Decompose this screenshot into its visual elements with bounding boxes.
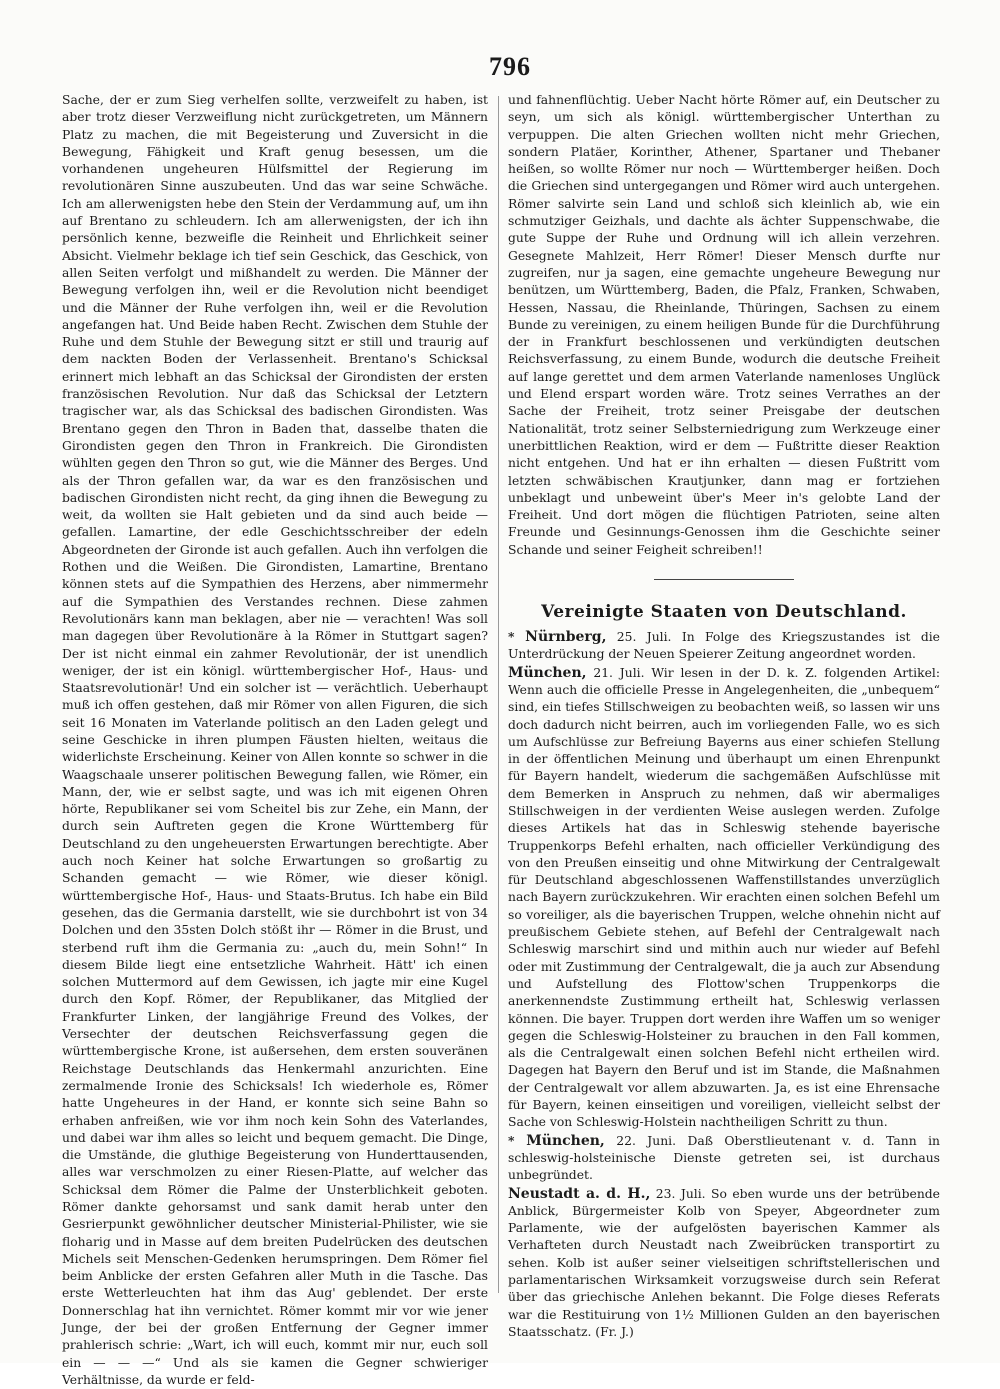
news-item-body: Daß Oberstlieutenant v. d. Tann in schleswig-holsteinische Dienste getreten sei, ist durchaus unbegründet. (508, 1133, 940, 1183)
news-item-dateline: München, (508, 664, 587, 681)
news-item-body: In Folge des Kriegszustandes ist die Unterdrückung der Neuen Speierer Zeitung angeordnet worden. (508, 630, 940, 662)
news-item-dateline: München, (526, 1132, 605, 1149)
news-item-date: 22. Juni. (604, 1133, 677, 1148)
left-column-text (62, 92, 488, 1389)
news-item-marker: * (508, 1132, 527, 1148)
section-heading: Vereinigte Staaten von Deutschland. (541, 602, 907, 623)
news-item-body: Wir lesen in der D. k. Z. folgenden Artikel: Wenn auch die officielle Presse in Angelegenheiten, die „unbequem“ sind, ein tiefes Stillschweigen zu beobachten weiß, so lassen wir uns doch dadurch nicht beirren, auch im vorliegenden Falle, wo es sich um Aufschlüsse zur Befreiung Bayerns aus einer schiefen Stellung in der öffentlichen Meinung und überhaupt um einen Ehrenpunkt für Bayern handelt, wiederum die sachgemäßen Aufschlüsse mit dem Bemerken in Anspruch zu nehmen, daß wir abermaliges Stillschweigen in der verdienten Weise auslegen werden. Zufolge dieses Artikels hat das in Schleswig stehende bayerische Truppenkorps Befehl erhalten, nach officieller Verkündigung des von den Preußen einseitig und ohne Mitwirkung der Centralgewalt für Deutschland abgeschlossenen Waffenstillstandes unverzüglich nach Bayern zurückzukehren. Wir erachten einen solchen Befehl um so voreiliger, als die bayerischen Truppen, welche ohnehin nicht auf preußischem Gebiete stehen, auf Befehl der Centralgewalt nach Schleswig marschirt sind und mithin auch nur wieder auf Befehl oder mit Zustimmung der Centralgewalt, die ja auch zur Absendung und Aufstellung des Flottow'schen Truppenkorps die anerkennendste Zustimmung ertheilt hat, Schleswig verlassen können. Die bayer. Truppen dort werden ihre Waffen um so weniger gegen die Schleswig-Holsteiner zu brauchen in den Fall kommen, als die Centralgewalt einen solchen Befehl nicht ertheilen wird. Dagegen hat Bayern den Beruf und ist im Stande, die Maßnahmen der Centralgewalt vor allem abzuwarten. Ja, es ist eine Ehrensache für Bayern, keinen einseitigen und voreiligen, vielleicht selbst der Sache von Schleswig-Holstein nachtheiligen Schritt zu thun. (508, 665, 940, 1130)
news-item-nuernberg (508, 628, 940, 664)
editorial-text-part-one: Sache, der er zum Sieg verhelfen sollte, verzweifelt zu haben, ist aber trotz dieser Verzweiflung nicht zurückgetreten, um Männern Platz zu machen, die mit Begeisterung und Zuversicht in die Bewegung, Fähigkeit und Kraft genug besessen, um die vorhandenen ungeheuren Hülfsmittel der Regierung im revolutionären Sinne auszubeuten. Und das war seine Schwäche. Ich am allerwenigsten hebe den Stein der Verdammung auf, um ihn auf Brentano zu schleudern. Ich am allerwenigsten, der ich ihn persönlich kenne, bezweifle die Reinheit und Ehrlichkeit seiner Absicht. Vielmehr beklage ich tief sein Geschick, das Geschick, von allen Seiten verfolgt und mißhandelt zu werden. Die Männer der Bewegung verfolgen ihn, weil er die Revolution nicht beendiget und die Männer der Ruhe verfolgen ihn, weil er die Revolution angefangen hat. Und Beide haben Recht. Zwischen dem Stuhle der Ruhe und dem Stuhle der Bewegung sitzt er still und traurig auf dem nackten Boden der Verlassenheit. Brentano's Schicksal erinnert mich lebhaft an das Schicksal der Girondisten der ersten französischen Revolution. Nur daß das Schicksal der Letztern tragischer war, als das Schicksal des badischen Girondisten. Was Brentano gegen den Thron in Baden that, dasselbe thaten die Girondisten gegen den Thron in Frankreich. Die Girondisten wühlten gegen den Thron so gut, wie die Männer des Berges. Und als der Thron gefallen war, da war es den französischen und badischen Girondisten nicht recht, da ging ihnen die Bewegung zu weit, da wollten sie Halt gebieten und da sind auch beide — gefallen. Lamartine, der edle Geschichtsschreiber der edeln Abgeordneten der Gironde ist auch gefallen. Auch ihn verfolgen die Rothen und die Weißen. Die Girondisten, Lamartine, Brentano können stets auf die Sympathien des Herzens, aber nimmermehr auf die Sympathien des Verstandes rechnen. Diese zahmen Revolutionärs kann man beklagen, aber nie — verachten! Was soll man dagegen über Revolutionäre à la Römer in Stuttgart sagen? Der ist nicht einmal ein zahmer Revolutionär, der ist unendlich weniger, der ist ein königl. württembergischer Hof-, Haus- und Staatsrevolutionär! Und ein solcher ist — verächtlich. Ueberhaupt muß ich offen gestehen, daß mir Römer von allen Figuren, die sich seit 16 Monaten im Vaterlande politisch an den Laden gelegt und seine Geschicke in ihren plumpen Fäusten hielten, weitaus die widerlichste Erscheinung. Keiner von Allen konnte so schwer in die Waagschaale unserer politischen Bewegung fallen, wie Römer, ein Mann, der, wie er selbst sagte, und was ich mit eigenen Ohren hörte, Republikaner sei vom Scheitel bis zur Zehe, ein Mann, der durch sein Auftreten gegen die Krone Württemberg für Deutschland zu den ungeheuersten Erwartungen berechtigte. Aber auch noch Keiner hat solche Erwartungen so großartig zu Schanden gemacht — wie Römer, wie dieser königl. württembergische Hof-, Haus- und Staats-Brutus. Ich habe ein Bild gesehen, das die Germania darstellt, wie sie durchbohrt ist von 34 Dolchen und den 35sten Dolch stößt ihr — Römer in die Brust, und sterbend ruft ihm die Germania zu: „auch du, mein Sohn!“ In diesem Bilde liegt eine entsetzliche Wahrheit. Hätt' ich einen solchen Muttermord auf dem Gewissen, ich jagte mir eine Kugel durch den Kopf. Römer, der Republikaner, das Mitglied der Frankfurter Linken, der langjährige Freund des Volkes, der Versechter der deutschen Reichsverfassung gegen die württembergische Krone, ist außersehen, dem ersten souveränen Reichstage Deutschlands das Henkermahl anzurichten. Eine zermalmende Ironie des Schicksals! Ich wiederhole es, Römer hatte Ungeheures in der Hand, er konnte sich seine Bahn so erhaben anfreißen, wie vor ihm noch kein Sohn des Vaterlandes, und dabei war ihm alles so leicht und bequem gemacht. Die Dinge, die Umstände, die gluthige Begeisterung von Hunderttausenden, alles war verschmolzen zu einer Riesen-Platte, auf welcher das Schicksal dem Römer die Palme der Unsterblichkeit geboten. Römer dankte gehorsamst und sank damit herab unter den Gesrierpunkt gewöhnlicher deutscher Ministerial-Philister, wie sie floharig und in Masse auf dem breiten Pudelrücken des deutschen Michels seit Menschen-Gedenken herumspringen. Dem Römer fiel beim Anblicke der ersten Gefahren aller Muth in die Tasche. Das erste Wetterleuchten hat ihm das Aug' geblendet. Der erste Donnerschlag hat ihn vernichtet. Römer kommt mir vor wie jener Junge, der bei der großen Entfernung der Gegner immer prahlerisch schrie: „Wart, ich will euch, kommt mir nur, euch soll ein — — —“ Und als sie kamen die Gegner schwieriger Verhältnisse, da wurde er feld- (62, 93, 488, 1387)
right-column-continuation (508, 92, 940, 559)
news-item-date: 23. Juli. (650, 1186, 706, 1201)
column-divider (498, 96, 499, 1293)
news-item-muenchen-21 (508, 664, 940, 1132)
news-item-neustadt (508, 1185, 940, 1342)
editorial-text-part-two: und fahnenflüchtig. Ueber Nacht hörte Römer auf, ein Deutscher zu seyn, um sich als königl. württembergischer Unterthan zu verpuppen. Die alten Griechen wollten nicht mehr Griechen, sondern Platäer, Korinther, Athener, Spartaner und Thebaner heißen, so wollte Römer nur noch — Württemberger heißen. Doch die Griechen sind untergegangen und Römer wird auch untergehen. Römer salvirte sein Land und schloß sich kleinlich ab, wie ein schmutziger Geizhals, und dachte als ächter Suppenschwabe, die gute Suppe der Ruhe und Ordnung will ich allein verzehren. Gesegnete Mahlzeit, Herr Römer! Dieser Mensch durfte nur zugreifen, nur ja sagen, eine gemachte ungeheure Bewegung nur benützen, um Württemberg, Baden, die Pfalz, Franken, Schwaben, Hessen, Nassau, die Rheinlande, Thüringen, Sachsen zu einem Bunde zu vereinigen, zu einem heiligen Bunde für die Durchführung der in Frankfurt beschlossenen und verkündigten deutschen Reichsverfassung, zu einem Bunde, wodurch die deutsche Freiheit auf lange gerettet und dem armen Vaterlande namenloses Unglück und Elend erspart worden wäre. Trotz seines Verrathes an der Sache der Freiheit, trotz seiner Preisgabe der deutschen Nationalität, trotz seiner Selbsterniedrigung zum Werkzeuge einer unerbittlichen Reaktion, wird er dem — Fußtritte dieser Reaktion nicht entgehen. Und hat er ihn erhalten — diesen Fußtritt vom letzten schwäbischen Krautjunker, dann mag er fortziehen unbeklagt und unbeweint über's Meer in's gelobte Land der Freiheit. Und dort mögen die flüchtigen Patrioten, seine alten Freunde und Gesinnungs-Genossen ihm die Geschichte seiner Schande und seiner Feigheit schreiben!! (508, 93, 940, 557)
news-item-dateline: Nürnberg, (525, 629, 607, 646)
left-column (62, 92, 488, 1387)
section-separator (654, 579, 794, 580)
news-item-date: 21. Juli. (586, 665, 645, 680)
news-item-date: 25. Juli. (606, 630, 672, 645)
news-item-dateline: Neustadt a. d. H., (508, 1185, 651, 1202)
news-item-muenchen-22 (508, 1132, 940, 1185)
news-item-marker: * (508, 629, 526, 645)
page-number: 796 (489, 52, 531, 81)
news-item-body: So eben wurde uns der betrübende Anblick, Bürgermeister Kolb von Speyer, Abgeordneter zum Parlamente, wie der aufgelösten bayerischen Kammer als Verhafteten durch Neustadt nach Zweibrücken transportirt zu sehen. Kolb ist außer seiner vielseitigen schriftstellerischen und parlamentarischen Wirksamkeit vorzugsweise durch sein Referat über das griechische Anlehen bekannt. Die Folge dieses Referats war die Restituirung von 1½ Millionen Gulden an den bayerischen Staatsschatz. (Fr. J.) (508, 1186, 940, 1339)
right-column (508, 92, 940, 1339)
